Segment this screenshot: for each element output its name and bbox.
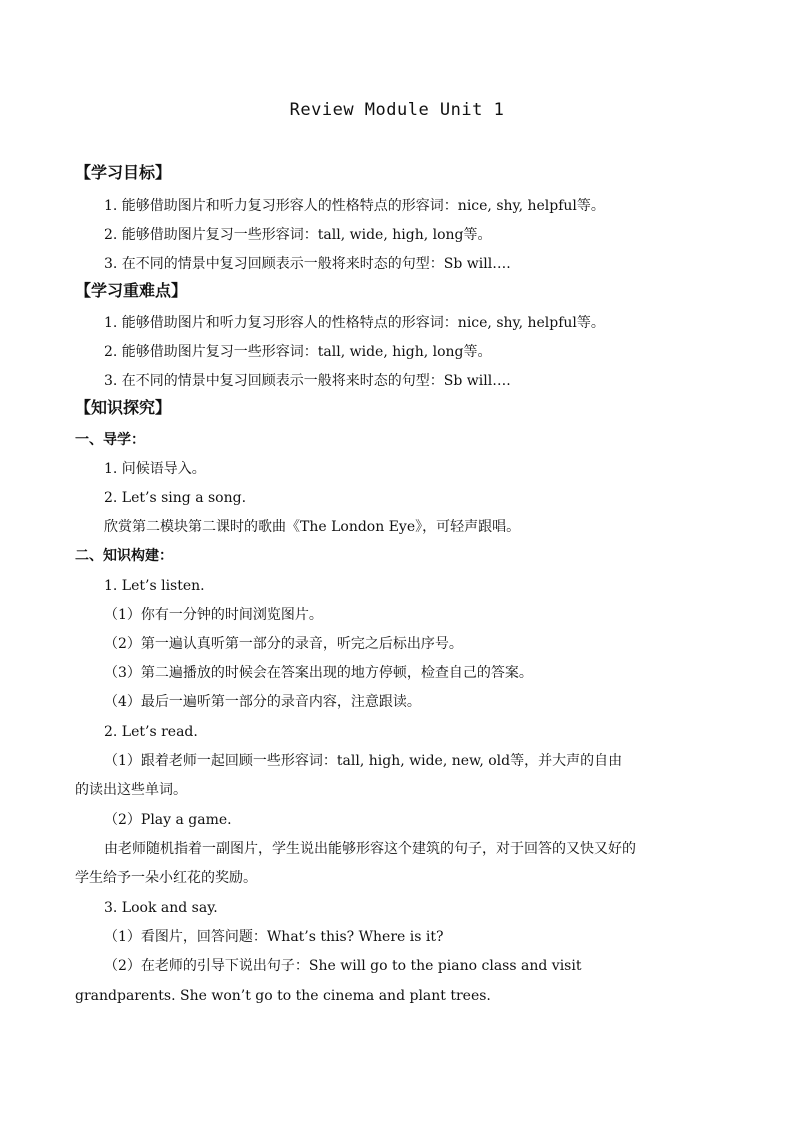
build-line-15: grandparents. She won’t go to the cinema and plant trees. [75, 988, 491, 1004]
exploration-heading: 【知识探究】 [75, 398, 172, 417]
build-line-14: （2）在老师的引导下说出句子：She will go to the piano class and visit [104, 958, 582, 974]
guide-line-3: 欣赏第二模块第二课时的歌曲《The London Eye》，可轻声跟唱。 [104, 519, 521, 535]
key-points-heading: 【学习重难点】 [75, 281, 188, 300]
build-line-1: 1. Let’s listen. [104, 578, 205, 594]
build-line-3: （2）第一遍认真听第一部分的录音，听完之后标出序号。 [104, 636, 463, 652]
build-line-4: （3）第二遍播放的时候会在答案出现的地方停顿，检查自己的答案。 [104, 665, 533, 681]
key-point-item-3: 3. 在不同的情景中复习回顾表示一般将来时态的句型：Sb will…. [104, 373, 511, 389]
section-guide-heading: 一、导学： [75, 432, 145, 448]
guide-line-2: 2. Let’s sing a song. [104, 490, 247, 506]
objective-item-2: 2. 能够借助图片复习一些形容词：tall, wide, high, long等。 [104, 227, 492, 243]
build-line-13: （1）看图片，回答问题：What’s this? Where is it? [104, 929, 444, 945]
build-line-10: 由老师随机指着一副图片，学生说出能够形容这个建筑的句子，对于回答的又快又好的 [104, 841, 636, 857]
build-line-8: 的读出这些单词。 [75, 782, 187, 798]
build-line-7: （1）跟着老师一起回顾一些形容词：tall, high, wide, new, old等，并大声的自由 [104, 753, 623, 769]
key-point-item-1: 1. 能够借助图片和听力复习形容人的性格特点的形容词：nice, shy, helpful等。 [104, 315, 605, 331]
objective-item-3: 3. 在不同的情景中复习回顾表示一般将来时态的句型：Sb will…. [104, 256, 511, 272]
build-line-6: 2. Let’s read. [104, 724, 198, 740]
guide-line-1: 1. 问候语导入。 [104, 461, 206, 477]
objective-item-1: 1. 能够借助图片和听力复习形容人的性格特点的形容词：nice, shy, helpful等。 [104, 198, 605, 214]
objectives-heading: 【学习目标】 [75, 163, 172, 182]
build-line-9: （2）Play a game. [104, 812, 232, 828]
document-title: Review Module Unit 1 [289, 100, 505, 120]
key-point-item-2: 2. 能够借助图片复习一些形容词：tall, wide, high, long等。 [104, 344, 492, 360]
build-line-2: （1）你有一分钟的时间浏览图片。 [104, 607, 323, 623]
build-line-11: 学生给予一朵小红花的奖励。 [75, 870, 257, 886]
section-build-heading: 二、知识构建： [75, 548, 173, 564]
build-line-12: 3. Look and say. [104, 900, 218, 916]
build-line-5: （4）最后一遍听第一部分的录音内容，注意跟读。 [104, 694, 421, 710]
